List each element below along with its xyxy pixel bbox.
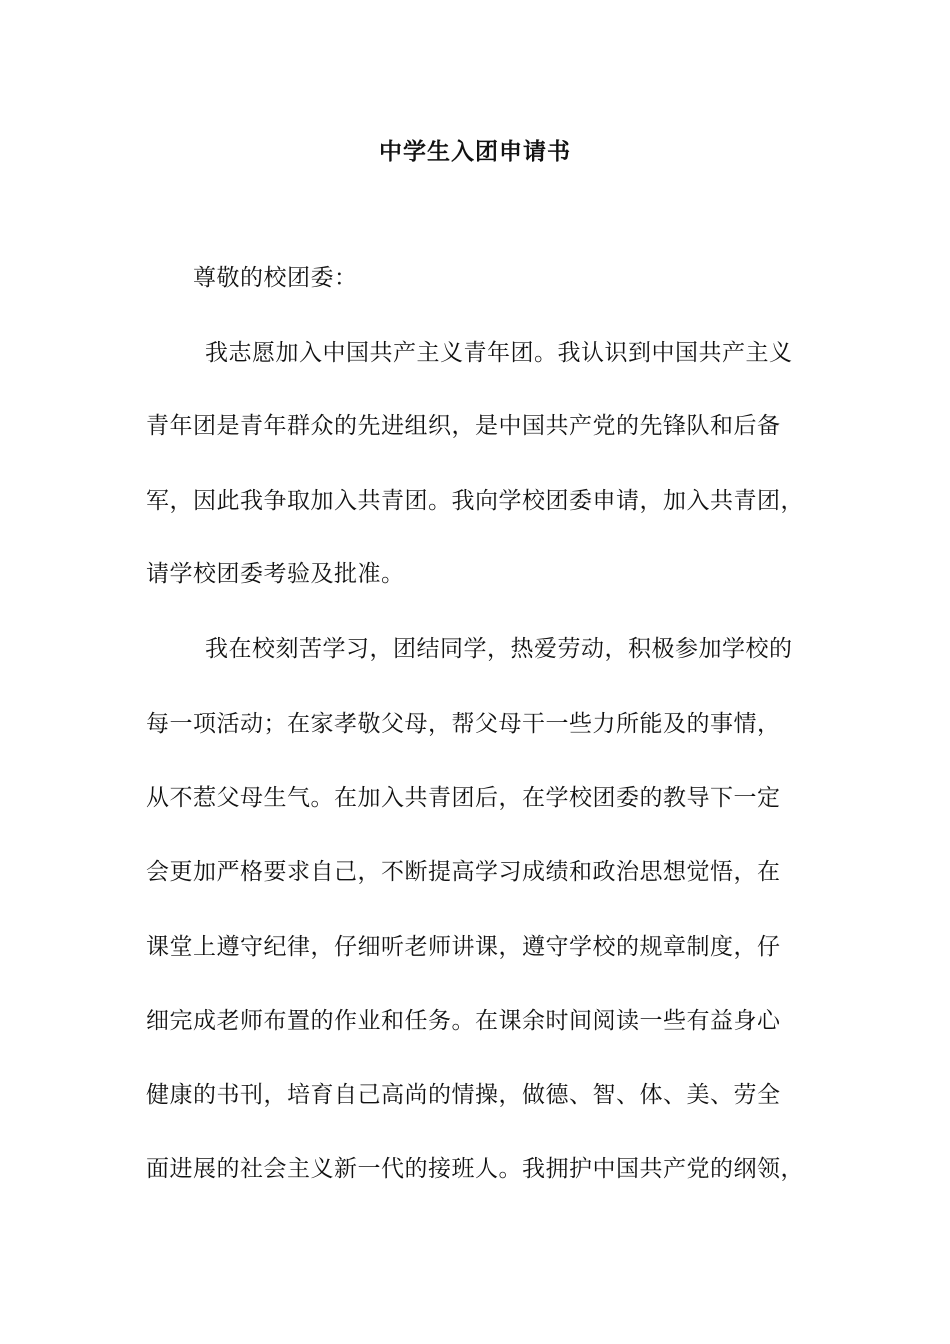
paragraph-line: 会更加严格要求自己，不断提高学习成绩和政治思想觉悟，在 [146,859,781,885]
paragraph-line: 课堂上遵守纪律，仔细听老师讲课，遵守学校的规章制度，仔 [146,934,781,960]
paragraph-line: 我志愿加入中国共产主义青年团。我认识到中国共产主义 [205,340,793,366]
paragraph-line: 青年团是青年群众的先进组织，是中国共产党的先锋队和后备 [146,413,781,439]
salutation: 尊敬的校团委： [193,265,358,291]
paragraph-line: 请学校团委考验及批准。 [146,561,405,587]
paragraph-line: 细完成老师布置的作业和任务。在课余时间阅读一些有益身心 [146,1008,781,1034]
paragraph-line: 从不惹父母生气。在加入共青团后，在学校团委的教导下一定 [146,785,781,811]
document-title: 中学生入团申请书 [379,138,571,165]
paragraph-line: 每一项活动；在家孝敬父母，帮父母干一些力所能及的事情， [146,711,781,737]
paragraph-line: 面进展的社会主义新一代的接班人。我拥护中国共产党的纲领， [146,1156,804,1182]
paragraph-line: 军，因此我争取加入共青团。我向学校团委申请，加入共青团， [146,488,804,514]
paragraph-line: 健康的书刊，培育自己高尚的情操，做德、智、体、美、劳全 [146,1082,781,1108]
paragraph-line: 我在校刻苦学习，团结同学，热爱劳动，积极参加学校的 [205,636,793,662]
